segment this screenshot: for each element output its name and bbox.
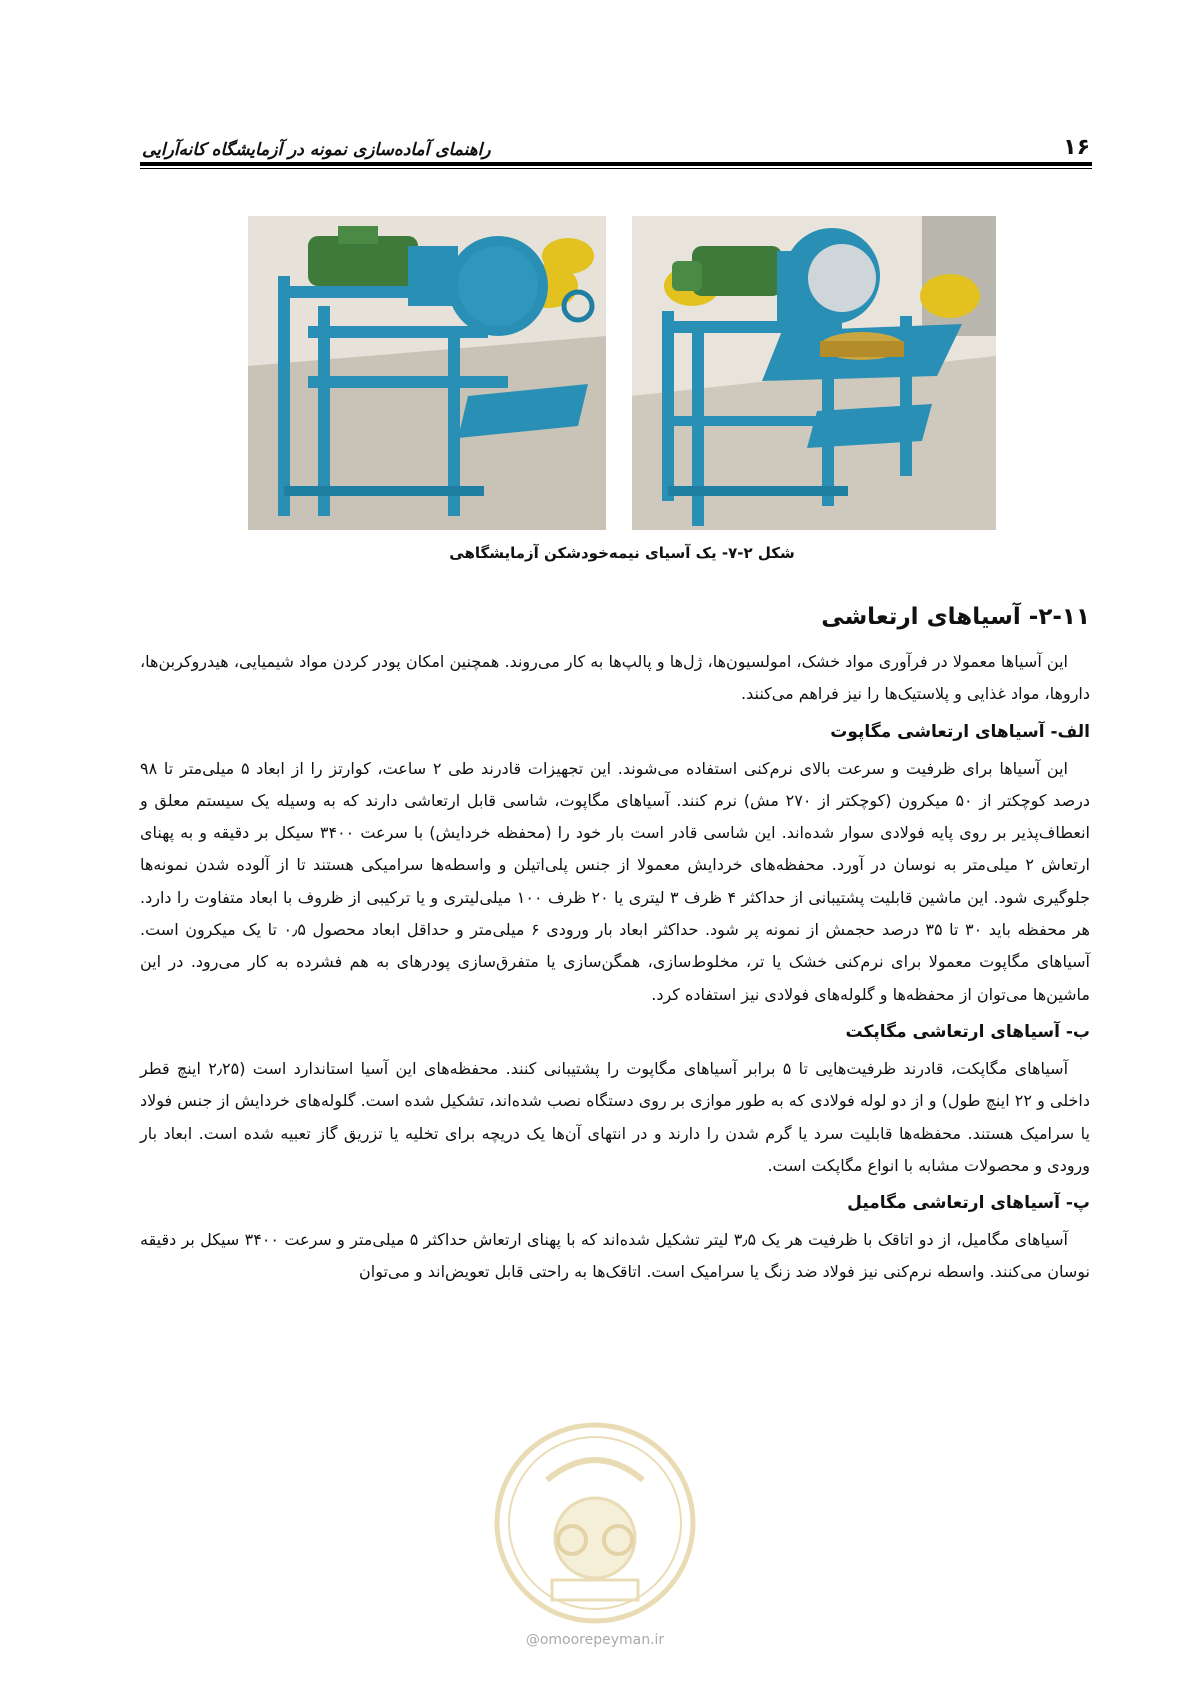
machine-photo-closed — [248, 216, 606, 530]
section-intro-paragraph: این آسیاها معمولا در فرآوری مواد خشک، امولسیون‌ها، ژل‌ها و پالپ‌ها به کار می‌روند. همچنین امکان پودر کردن مواد شیمیایی، هیدروکربن‌ها، داروها، مواد غذایی و پلاستیک‌ها را نیز فراهم می‌کنند. — [140, 652, 1090, 704]
header-rule-thick — [140, 162, 1092, 166]
seal-icon — [492, 1420, 698, 1626]
machine-photo-closed-illustration — [248, 216, 606, 530]
subsection-heading-megamill: پ- آسیاهای ارتعاشی مگامیل — [847, 1193, 1090, 1214]
page-number: ۱۶ — [1063, 135, 1090, 160]
section-heading: ۲-۱۱- آسیاهای ارتعاشی — [821, 604, 1090, 630]
subsection-heading-megapot: الف- آسیاهای ارتعاشی مگاپوت — [830, 721, 1090, 742]
subsection-paragraph-megapot: این آسیاها برای ظرفیت و سرعت بالای نرم‌کنی استفاده می‌شوند. این تجهیزات قادرند طی ۲ ساعت، کوارتز را از ابعاد ۵ میلی‌متر تا ۹۸ درصد کوچکتر از ۵۰ میکرون (کوچکتر از ۲۷۰ مش) نرم کنند. آسیاهای مگاپوت، شاسی قابل ارتعاشی دارند که به وسیله یک سیستم معلق و انعطاف‌پذیر بر روی پایه فولادی سوار شده‌اند. این شاسی قادر است بار خود را (محفظه خردایش) با سرعت ۳۴۰۰ سیکل بر دقیقه و به پهنای ارتعاش ۲ میلی‌متر به نوسان در آورد. محفظه‌های خردایش معمولا از جنس پلی‌اتیلن و واسطه‌ها سرامیکی هستند تا از آلوده شدن نمونه‌ها جلوگیری شود. این ماشین قابلیت پشتیبانی از حداکثر ۴ ظرف ۳ لیتری یا ۲۰ ظرف ۱۰۰ میلی‌لیتری و یا ترکیبی از ظروف با ابعاد متفاوت را دارد. هر محفظه باید ۳۰ تا ۳۵ درصد حجمش از نمونه پر شود. حداکثر ابعاد بار ورودی ۶ میلی‌متر و حداقل ابعاد محصول ۰٫۵ تا یک میکرون است. آسیاهای مگاپوت معمولا برای نرم‌کنی خشک یا تر، مخلوط‌سازی، همگن‌سازی یا متفرق‌سازی پودرهای به هم فشرده به کار می‌رود. در این ماشین‌ها می‌توان از محفظه‌ها و گلوله‌های فولادی نیز استفاده کرد. — [140, 758, 1091, 1004]
machine-photo-open — [632, 216, 996, 530]
subsection-paragraph-megamill: آسیاهای مگامیل، از دو اتاقک با ظرفیت هر یک ۳٫۵ لیتر تشکیل شده‌اند که با پهنای ارتعاش حداکثر ۵ میلی‌متر و سرعت ۳۴۰۰ سیکل بر دقیقه نوسان می‌کنند. واسطه نرم‌کنی نیز فولاد ضد زنگ یا سرامیک است. اتاقک‌ها به راحتی قابل تعویض‌اند و می‌توان — [140, 1230, 1090, 1282]
running-title: راهنمای آماده‌سازی نمونه در آزمایشگاه کانه‌آرایی — [142, 140, 491, 160]
machine-photo-open-illustration — [632, 216, 996, 530]
watermark-site: @omoorepeyman.ir — [525, 1632, 665, 1648]
main-content — [140, 604, 1090, 1295]
figure-caption: شکل ۲-۷- یک آسیای نیمه‌خودشکن آزمایشگاهی — [449, 544, 795, 562]
page-header — [142, 130, 1090, 160]
watermark-seal-logo — [492, 1420, 698, 1626]
header-rule-thin — [140, 168, 1092, 169]
subsection-heading-megapact: ب- آسیاهای ارتعاشی مگاپکت — [845, 1021, 1090, 1042]
subsection-paragraph-megapact: آسیاهای مگاپکت، قادرند ظرفیت‌هایی تا ۵ برابر آسیاهای مگاپوت را پشتیبانی کنند. محفظه‌های این آسیا استاندارد است (۲٫۲۵ اینچ قطر داخلی و ۲۲ اینچ طول) و از دو لوله فولادی که به طور موازی بر روی دستگاه نصب شده‌اند، تشکیل شده است. گلوله‌های خردایش از جنس فولاد یا سرامیک هستند. محفظه‌ها قابلیت سرد یا گرم شدن را دارند و در انتهای آن‌ها یک دریچه برای تخلیه یا تزریق گاز تعبیه شده است. ابعاد بار ورودی و محصولات مشابه با انواع مگاپکت است. — [140, 1058, 1090, 1175]
